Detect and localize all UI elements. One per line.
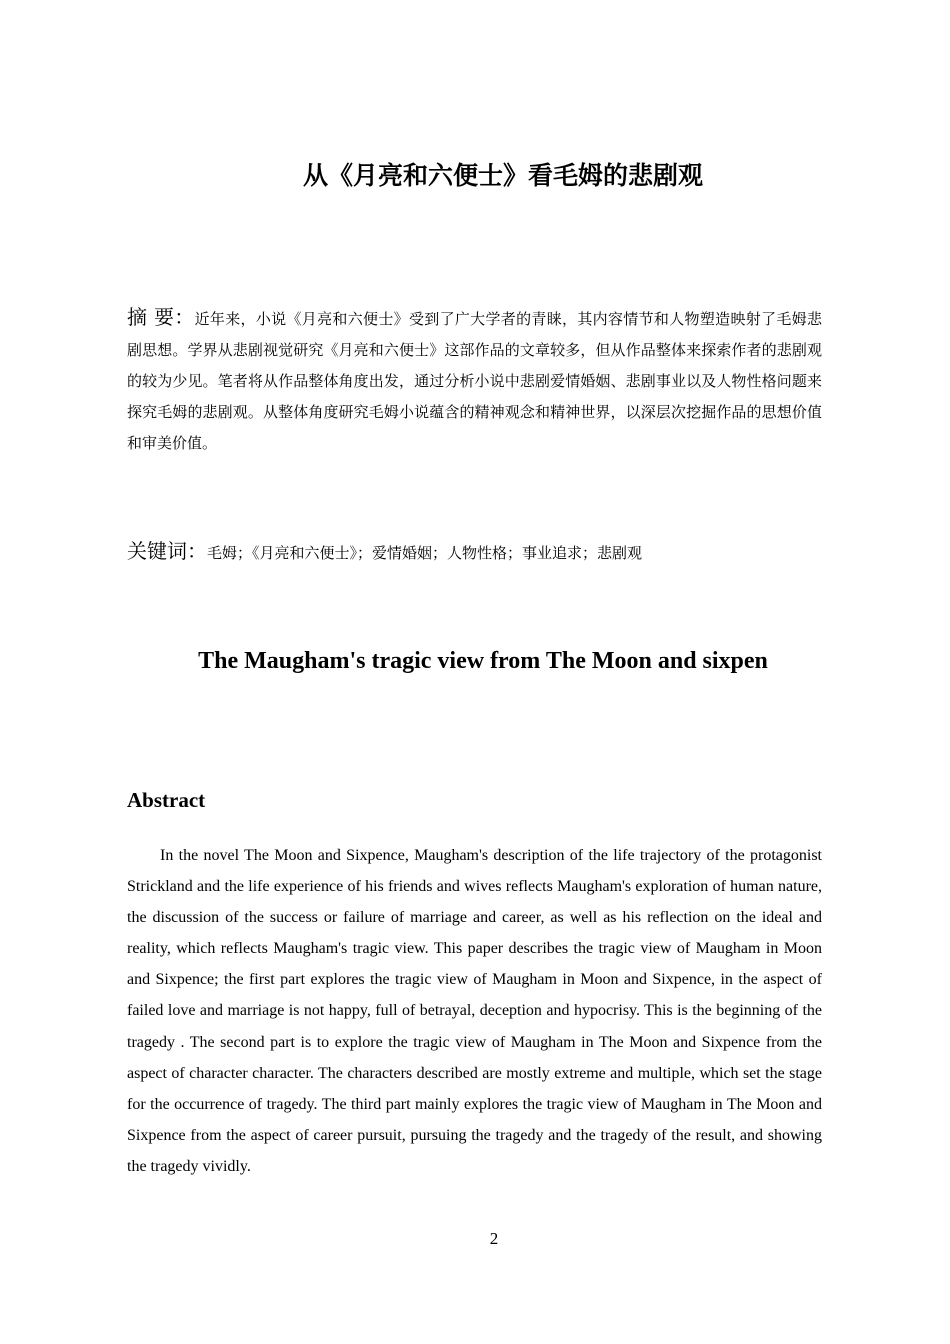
english-title: The Maugham's tragic view from The Moon and sixpen xyxy=(198,648,768,674)
chinese-abstract-text: 近年来，小说《月亮和六便士》受到了广大学者的青睐，其内容情节和人物塑造映射了毛姆悲剧思想。学界从悲剧视觉研究《月亮和六便士》这部作品的文章较多，但从作品整体来探索作者的悲剧观的较为少见。笔者将从作品整体角度出发，通过分析小说中悲剧爱情婚姻、悲剧事业以及人物性格问题来探究毛姆的悲剧观。从整体角度研究毛姆小说蕴含的精神观念和精神世界，以深层次挖掘作品的思想价值和审美价值。 xyxy=(127,310,823,452)
chinese-title: 从《月亮和六便士》看毛姆的悲剧观 xyxy=(302,161,703,190)
chinese-abstract xyxy=(127,302,822,459)
chinese-abstract-label: 摘 要： xyxy=(127,305,195,329)
chinese-keywords-text: 毛姆；《月亮和六便士》；爱情婚姻；人物性格；事业追求；悲剧观 xyxy=(207,544,643,562)
chinese-keywords-label: 关键词： xyxy=(127,539,207,563)
english-abstract-text: In the novel The Moon and Sixpence, Maugham's description of the life trajectory of the protagonist Strickland and the life experience of his friends and wives reflects Maugham's exploration of human nature, the discussion of the success or failure of marriage and career, as well as his reflection on the ideal and reality, which reflects Maugham's tragic view. This paper describes the tragic view of Maugham in Moon and Sixpence; the first part explores the tragic view of Maugham in Moon and Sixpence, in the aspect of failed love and marriage is not happy, full of betrayal, deception and hypocrisy. This is the beginning of the tragedy . The second part is to explore the tragic view of Maugham in The Moon and Sixpence from the aspect of character character. The characters described are mostly extreme and multiple, which set the stage for the occurrence of tragedy. The third part mainly explores the tragic view of Maugham in The Moon and Sixpence from the aspect of career pursuit, pursuing the tragedy and the tragedy of the result, and showing the tragedy vividly. xyxy=(127,847,822,1175)
english-abstract-heading: Abstract xyxy=(127,788,206,812)
page-number: 2 xyxy=(489,1229,499,1248)
chinese-keywords xyxy=(127,536,822,569)
